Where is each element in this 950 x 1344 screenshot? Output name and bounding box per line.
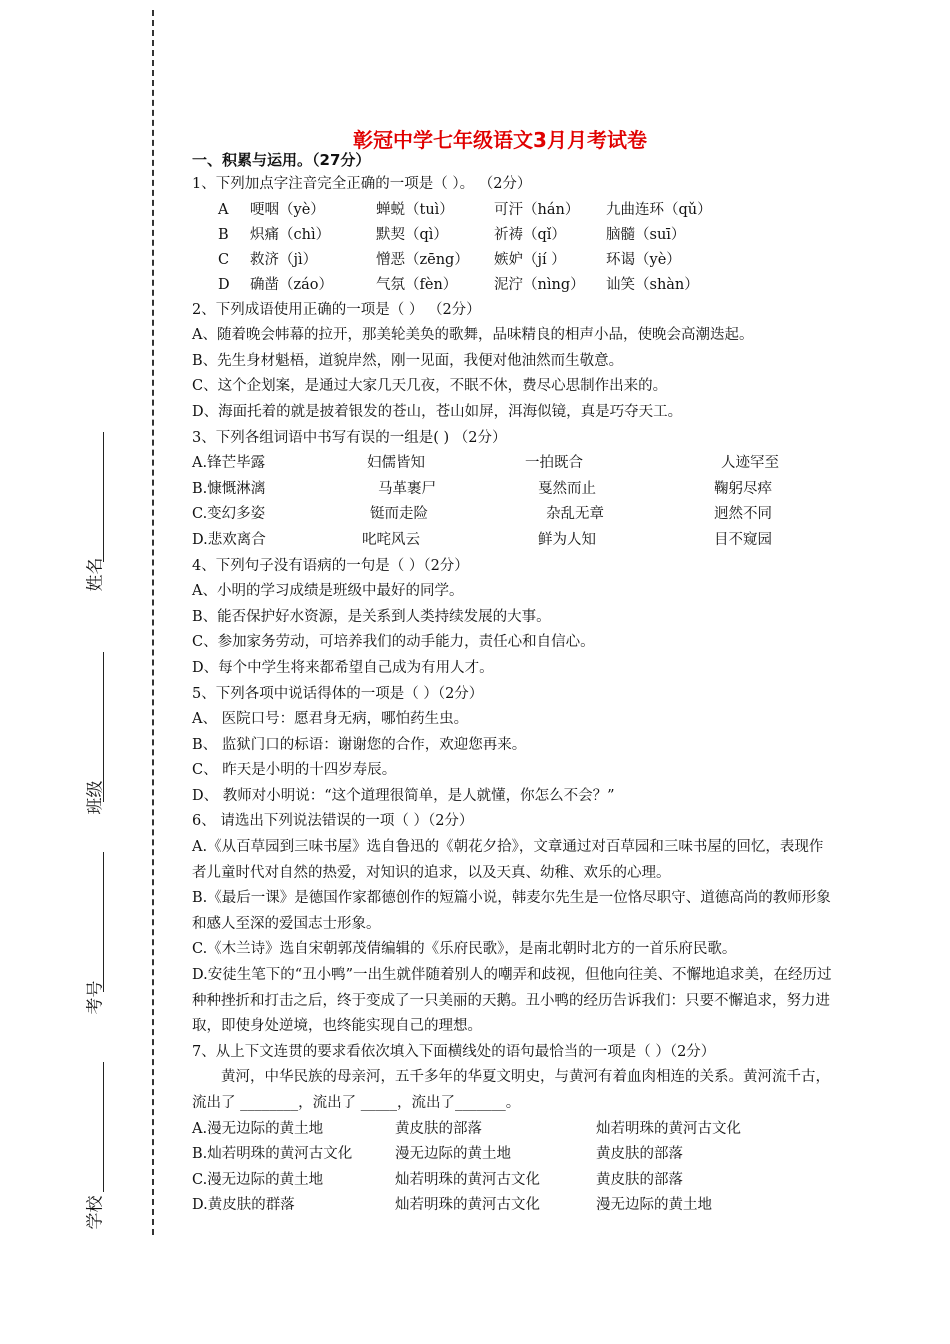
q6-option-d: D.安徒生笔下的“丑小鸭”一出生就伴随着别人的嘲弄和歧视，但他向往美、不懈地追求美，在经历过种种挫折和打击之后，终于变成了一只美丽的天鹅。丑小鸭的经历告诉我们：只要不懈追求，努力进取，即使身处逆境，也终能实现自己的理想。 — [192, 967, 832, 1035]
q1-option-a: A 哽咽（yè） 蝉蜕（tuì） 可汗（hán） 九曲连环（qǔ） — [218, 201, 712, 218]
school-underline — [103, 1062, 104, 1192]
q3-row-b: B.慷慨淋漓 马革裹尸 戛然而止 鞠躬尽瘁 — [192, 480, 772, 497]
q4-stem: 4、下列句子没有语病的一句是（ ）（2分） — [192, 557, 469, 574]
q7-passage: 黄河，中华民族的母亲河，五千多年的华夏文明史，与黄河有着血肉相连的关系。黄河流千古，流出了 ________，流出了 _____，流出了_______。 — [192, 1069, 830, 1111]
q3-row-a: A.锋芒毕露 妇儒皆知 一拍既合 人迹罕至 — [192, 455, 779, 472]
q5-stem: 5、下列各项中说话得体的一项是（ ）（2分） — [192, 685, 484, 702]
name-underline — [103, 432, 104, 562]
q4-option-b: B、能否保护好水资源，是关系到人类持续发展的大事。 — [192, 608, 551, 625]
q3-stem: 3、下列各组词语中书写有误的一组是( ) （2分） — [192, 429, 507, 446]
q2-option-b: B、先生身材魁梧，道貌岸然，刚一见面，我便对他油然而生敬意。 — [192, 352, 624, 369]
q2-option-c: C、这个企划案，是通过大家几天几夜，不眠不休，费尽心思制作出来的。 — [192, 378, 668, 395]
q2-option-a: A、随着晚会帏幕的拉开，那美轮美奂的歌舞，品味精良的相声小品，使晚会高潮迭起。 — [192, 327, 754, 344]
q3-row-d: D.悲欢离合 叱咤风云 鲜为人知 目不窥园 — [192, 531, 772, 548]
exam-content — [192, 148, 832, 1219]
q7-row-d: D.黄皮肤的群落 灿若明珠的黄河古文化 漫无边际的黄土地 — [192, 1197, 712, 1214]
q6-option-a: A.《从百草园到三味书屋》选自鲁迅的《朝花夕拾》，文章通过对百草园和三味书屋的回忆，表现作者儿童时代对自然的热爱，对知识的追求，以及天真、幼稚、欢乐的心理。 — [192, 839, 824, 881]
q1-stem: 1、下列加点字注音完全正确的一项是（ ）。 （2分） — [192, 176, 532, 192]
q3-row-c: C.变幻多姿 铤而走险 杂乱无章 迥然不同 — [192, 506, 772, 523]
q5-option-d: D、 教师对小明说：“这个道理很简单，是人就懂，你怎么不会？” — [192, 787, 615, 804]
section-heading: 一、积累与运用。（27分） — [192, 151, 371, 169]
q6-stem: 6、 请选出下列说法错误的一项（ ）（2分） — [192, 813, 474, 830]
class-underline — [103, 652, 104, 802]
q1-option-b: B 炽痛（chì） 默契（qì） 祈祷（qǐ） 脑髓（suī） — [218, 226, 686, 243]
q7-stem: 7、从上下文连贯的要求看依次填入下面横线处的语句最恰当的一项是（ ）（2分） — [192, 1043, 716, 1060]
q4-option-d: D、每个中学生将来都希望自己成为有用人才。 — [192, 659, 494, 676]
q6-option-b: B.《最后一课》是德国作家都德创作的短篇小说，韩麦尔先生是一位恪尽职守、道德高尚的教师形象和感人至深的爱国志士形象。 — [192, 890, 831, 932]
q4-option-a: A、小明的学习成绩是班级中最好的同学。 — [192, 583, 464, 600]
q6-option-c: C.《木兰诗》选自宋朝郭茂倩编辑的《乐府民歌》，是南北朝时北方的一首乐府民歌。 — [192, 941, 737, 958]
class-label: 班级 — [85, 780, 106, 815]
number-underline — [103, 852, 104, 992]
q2-option-d: D、海面托着的就是披着银发的苍山，苍山如屏，洱海似镜，真是巧夺天工。 — [192, 403, 683, 420]
q7-row-c: C.漫无边际的黄土地 灿若明珠的黄河古文化 黄皮肤的部落 — [192, 1171, 683, 1188]
binding-dashed-line — [152, 10, 154, 1235]
exam-title: 彰冠中学七年级语文3月月考试卷 — [353, 128, 647, 152]
q5-option-c: C、 昨天是小明的十四岁寿辰。 — [192, 762, 397, 779]
number-label: 考号 — [85, 980, 106, 1015]
q5-option-a: A、 医院口号：愿君身无病，哪怕药生虫。 — [192, 711, 469, 728]
q1-option-d: D 确凿（záo） 气氛（fèn） 泥泞（nìng） 讪笑（shàn） — [218, 276, 699, 293]
q7-row-a: A.漫无边际的黄土地 黄皮肤的部落 灿若明珠的黄河古文化 — [192, 1120, 741, 1137]
school-label: 学校 — [85, 1195, 106, 1230]
q7-row-b: B.灿若明珠的黄河古文化 漫无边际的黄土地 黄皮肤的部落 — [192, 1146, 683, 1163]
q1-option-c: C 救济（jì） 憎恶（zēng） 嫉妒（jí ） 环谒（yè） — [218, 251, 681, 268]
name-label: 姓名 — [85, 557, 106, 592]
q2-stem: 2、下列成语使用正确的一项是（ ） （2分） — [192, 301, 481, 318]
q5-option-b: B、 监狱门口的标语：谢谢您的合作，欢迎您再来。 — [192, 736, 527, 753]
q4-option-c: C、参加家务劳动，可培养我们的动手能力，责任心和自信心。 — [192, 634, 595, 651]
